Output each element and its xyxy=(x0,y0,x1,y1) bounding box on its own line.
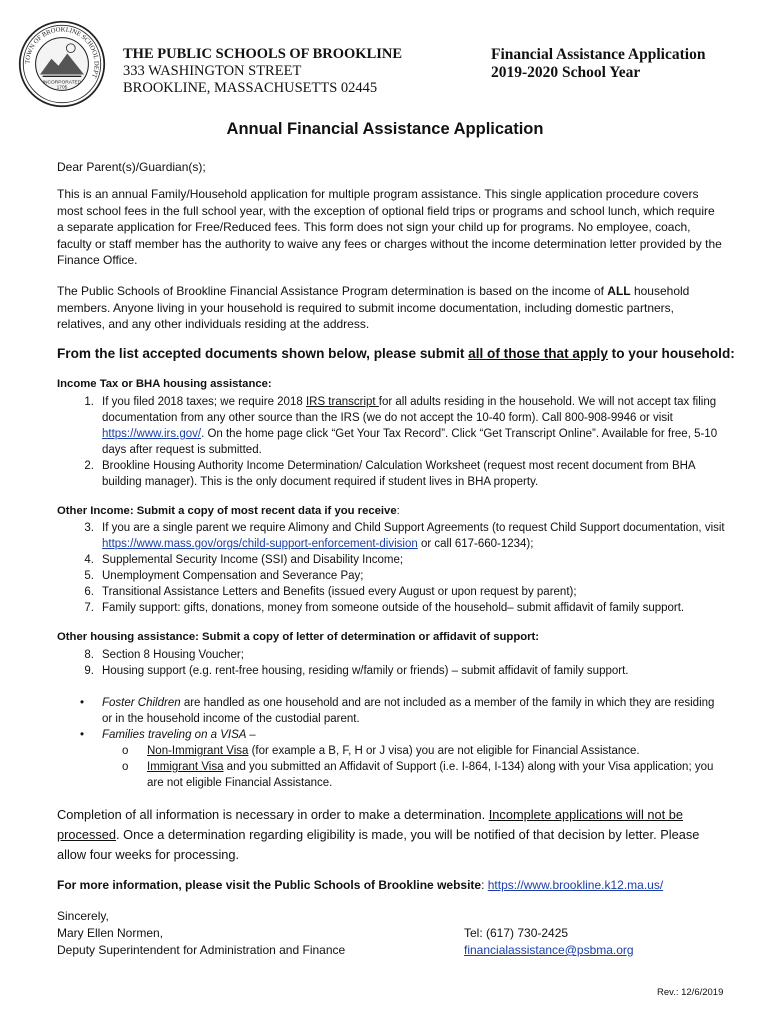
other-income-heading: Other Income: Submit a copy of most recent data if you receive: xyxy=(57,505,400,517)
salutation: Dear Parent(s)/Guardian(s); xyxy=(57,160,206,174)
seal-center-bottom: 1705 xyxy=(56,85,68,91)
list-item-8: 8. Section 8 Housing Voucher; xyxy=(84,649,244,661)
list-item-5: 5. Unemployment Compensation and Severance Pay; xyxy=(84,570,364,582)
form-name: Financial Assistance Application xyxy=(491,46,706,63)
form-heading xyxy=(491,46,705,82)
email-link[interactable]: financialassistance@psbma.org xyxy=(464,943,634,957)
page-title: Annual Financial Assistance Application xyxy=(226,120,544,138)
list-item-3: 3. If you are a single parent we require Alimony and Child Support Agreements (to request Child Support documentation, visit https://www.mass.gov/orgs/child-support-enforcement-division or call 617-660-1234); xyxy=(84,522,725,550)
more-info-line: For more information, please visit the Public Schools of Brookline website: https://www.brookline.k12.ma.us/ xyxy=(57,878,664,892)
irs-link[interactable]: https://www.irs.gov/ xyxy=(102,428,202,440)
documents-heading: From the list accepted documents shown below, please submit all of those that apply to your household: xyxy=(57,346,735,361)
letterhead-address xyxy=(123,46,402,97)
seal-center-top: INCORPORATED xyxy=(42,80,82,86)
list-item-4: 4. Supplemental Security Income (SSI) and Disability Income; xyxy=(84,554,404,566)
list-item-9: 9. Housing support (e.g. rent-free housing, residing w/family or friends) – submit affidavit of family support. xyxy=(84,665,629,677)
signature-block xyxy=(57,908,345,959)
telephone: Tel: (617) 730-2425 xyxy=(464,926,569,940)
school-name: THE PUBLIC SCHOOLS OF BROOKLINE xyxy=(123,46,403,62)
sub-bullet-immigrant: o Immigrant Visa and you submitted an Affidavit of Support (i.e. I-864, I-134) along with your Visa application; you are not eligible Financial Assistance. xyxy=(122,761,714,789)
signer-name: Mary Ellen Normen, xyxy=(57,926,164,940)
seal-ring-text: TOWN OF BROOKLINE SCHOOL DEPT xyxy=(24,26,100,79)
signer-role: Deputy Superintendent for Administration and Finance xyxy=(57,943,346,957)
list-item-1: 1. If you filed 2018 taxes; we require 2018 IRS transcript for all adults residing in the household. We will not accept tax filing documentation from any other source than the IRS (we do not accept the 10-40 form). Call 800-908-9946 or visit https://www.irs.gov/. On the home page click “Get Your Tax Record”. Click “Get Transcript Online”. Available for free, 5-10 days after request is submitted. xyxy=(84,396,718,456)
sub-bullet-non-immigrant: o Non-Immigrant Visa (for example a B, F, H or J visa) you are not eligible for Financial Assistance. xyxy=(122,745,640,757)
closing: Sincerely, xyxy=(57,909,109,923)
brookline-website-link[interactable]: https://www.brookline.k12.ma.us/ xyxy=(487,878,664,892)
list-item-7: 7. Family support: gifts, donations, money from someone outside of the household– submit affidavit of family support. xyxy=(84,602,685,614)
brookline-seal-logo xyxy=(18,20,106,108)
revision-date: Rev.: 12/6/2019 xyxy=(657,987,724,998)
school-year: 2019-2020 School Year xyxy=(491,64,641,81)
housing-heading: Other housing assistance: Submit a copy of letter of determination or affidavit of support: xyxy=(57,631,540,643)
income-paragraph: The Public Schools of Brookline Financial Assistance Program determination is based on the income of ALL household members. Anyone living in your household is required to submit income documentation, including domestic partners, relatives, and any other individuals residing at the address. xyxy=(57,284,690,331)
bullet-visa: • Families traveling on a VISA – xyxy=(80,729,256,741)
bullet-foster-children: • Foster Children are handled as one household and are not included as a member of the family in which they are residing or in the household income of the custodial parent. xyxy=(80,697,715,725)
list-item-2: 2. Brookline Housing Authority Income Determination/ Calculation Worksheet (request most recent document from BHA building manager). This is the only document required if student lives in BHA property. xyxy=(84,460,695,488)
intro-paragraph: This is an annual Family/Household application for multiple program assistance. This single application procedure covers most school fees in the full school year, with the exception of optional field trips or programs and school lunch, which require a separate application for Free/Reduced fees. This form does not sign your child up for programs. No employee, coach, faculty or staff member has the authority to waive any fees or charges without the income determination letter provided by the Finance Office. xyxy=(57,187,722,267)
list-item-6: 6. Transitional Assistance Letters and Benefits (issued every August or upon request by parent); xyxy=(84,586,577,598)
school-city: BROOKLINE, MASSACHUSETTS 02445 xyxy=(123,80,378,96)
contact-block xyxy=(464,925,634,959)
tax-section-heading: Income Tax or BHA housing assistance: xyxy=(57,378,272,390)
completion-paragraph: Completion of all information is necessary in order to make a determination. Incomplete applications will not be processed. Once a determination regarding eligibility is made, you will be notified of that decision by letter. Please allow four weeks for processing. xyxy=(57,807,700,862)
child-support-link[interactable]: https://www.mass.gov/orgs/child-support-enforcement-division xyxy=(102,538,418,550)
school-street: 333 WASHINGTON STREET xyxy=(123,63,302,79)
